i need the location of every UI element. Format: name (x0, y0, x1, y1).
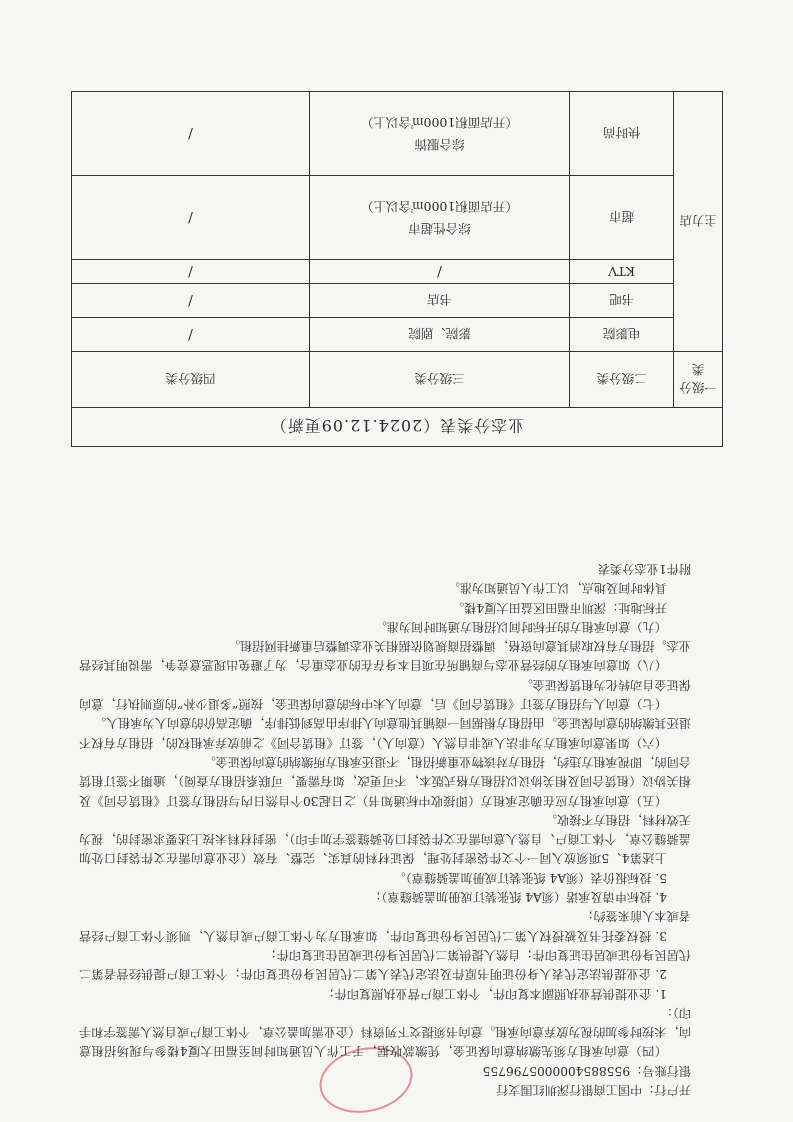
bank-account-number: 银行账号：9558854000005796755 (482, 1063, 691, 1078)
table-row (72, 260, 723, 284)
table-row (72, 318, 723, 352)
time-notice: 具体时间及地点，以工作人员通知为准。 (447, 581, 667, 596)
cell-level2: KTV (569, 260, 673, 284)
paragraph-9: （九）意向承租方的开标时间以招租方通知时间为准。 (374, 619, 667, 634)
cell-level3-note: （开店面积1000㎡含以上） (361, 115, 518, 131)
header-level2: 二级分类 (569, 352, 673, 408)
table-row (72, 176, 723, 260)
cell-level4: / (72, 260, 310, 284)
group-anchor-store: 主力店 (674, 92, 723, 352)
cell-level4: / (72, 92, 310, 176)
table-title: 业态分类表（2024.12.09更新） (72, 408, 723, 447)
requirement-5: 5. 投标报价表（须A4 纸张装订成册加盖骑缝章）。 (393, 870, 667, 885)
attachment-label: 附件1业态分类表 (597, 561, 691, 576)
paragraph-4: （四）意向承租方须先缴纳意向保证金，凭缴款收据，于工作人员通知时间至福田大厦4楼参与现场招租意向，未按时参加的视为放弃意向承租。意向书须提交下列资料（企业需加盖公章，个体工商户或自然人需签字和手印）： (79, 1005, 691, 1059)
cell-level3: 书店 (309, 284, 569, 318)
cell-level2: 电影院 (569, 318, 673, 352)
cell-level3 (309, 92, 569, 176)
cell-level3: 影院、剧院 (309, 318, 569, 352)
table-row (72, 284, 723, 318)
table-title-row (72, 408, 723, 447)
table-header-row (72, 352, 723, 408)
requirement-2: 2. 企业提供法定代表人身份证明书原件及法定代表人第二代居民身份证复印件；个体工商户提供经营者第二代居民身份证或居住证复印件；自然人提供第二代居民身份证或居住证复印件； (79, 947, 691, 982)
cell-level4: / (72, 318, 310, 352)
paragraph-7: （七）意向人与招租方签订《租赁合同》后，意向人未中标的意向保证金，按照“多退少补”的原则执行，意向保证金自动转化为租赁保证金。 (79, 677, 691, 712)
cell-level3: / (309, 260, 569, 284)
paragraph-8: （八）如意向承租方的经营业态与商铺所在项目本身存在的业态重合，为了避免出现恶意竞争，需说明其经营业态。招租方有权取消其意向资格，调整招商规划依据相关业态调整后重新挂网招租。 (79, 639, 691, 673)
opening-address: 开标地址：深圳市福田区益田大厦4楼。 (452, 600, 667, 615)
requirement-3: 3. 授权委托书及被授权人第二代居民身份证复印件，如承租方为个体工商户或自然人，则须个体工商户经营者或本人前来签约； (79, 909, 691, 943)
cell-level4: / (72, 284, 310, 318)
cell-level3-name: 综合服饰 (414, 137, 465, 153)
notice-text-block (79, 559, 691, 1099)
cell-level3-name: 综合性超市 (408, 221, 471, 237)
cell-level2: 书吧 (569, 284, 673, 318)
bank-name: 开户行：中国工商银行深圳红围支行 (496, 1083, 691, 1097)
table-row (72, 92, 723, 176)
header-level4: 四级分类 (72, 352, 310, 408)
paragraph-5: （五）意向承租方应在确定承租方（即接收中标通知书）之日起30个自然日内与招租方签订《租赁合同》及相关协议（租赁合同及相关协议以招租方格式版本，不可更改，如有需要，可联系招租方查阅），逾期不签订租赁合同的，即视承租方违约，招租方对该物业重新招租，不退还承租方所缴纳的意向保证金。 (79, 754, 691, 808)
paragraph-6: （六）如果意向承租方为非法人或非自然人（意向人），签订《租赁合同》之前放弃承租权的，招租方有权不退还其缴纳的意向保证金。由招租方根据同一商铺其他意向人排序由高到低排序，确定高价的意向人为承租人。 (79, 716, 691, 750)
cell-level3-note: （开店面积1000㎡含以上） (361, 199, 518, 215)
business-category-table (71, 91, 723, 447)
cell-level2: 快时尚 (569, 92, 673, 176)
cell-level2: 超市 (569, 176, 673, 260)
cell-level4: / (72, 176, 310, 260)
header-level3: 三级分类 (309, 352, 569, 408)
sealing-instruction: 上述第4、5项须放入同一个文件袋密封处理，保证材料的真实、完整、有效（企业意向需在文件袋封口处加盖骑缝公章，个体工商户、自然人意向需在文件袋封口处骑缝签字加手印），密封材料未按上述要求密封的，视为无效材料，招租方不接收。 (79, 812, 691, 866)
requirement-4: 4. 投标申请及承诺（须A4 纸张装订成册加盖骑缝章）； (369, 890, 667, 905)
cell-level3 (309, 176, 569, 260)
header-level1: 一级分类 (674, 352, 723, 408)
requirement-1: 1. 企业提供营业执照副本复印件，个体工商户营业执照复印件； (322, 986, 667, 1001)
